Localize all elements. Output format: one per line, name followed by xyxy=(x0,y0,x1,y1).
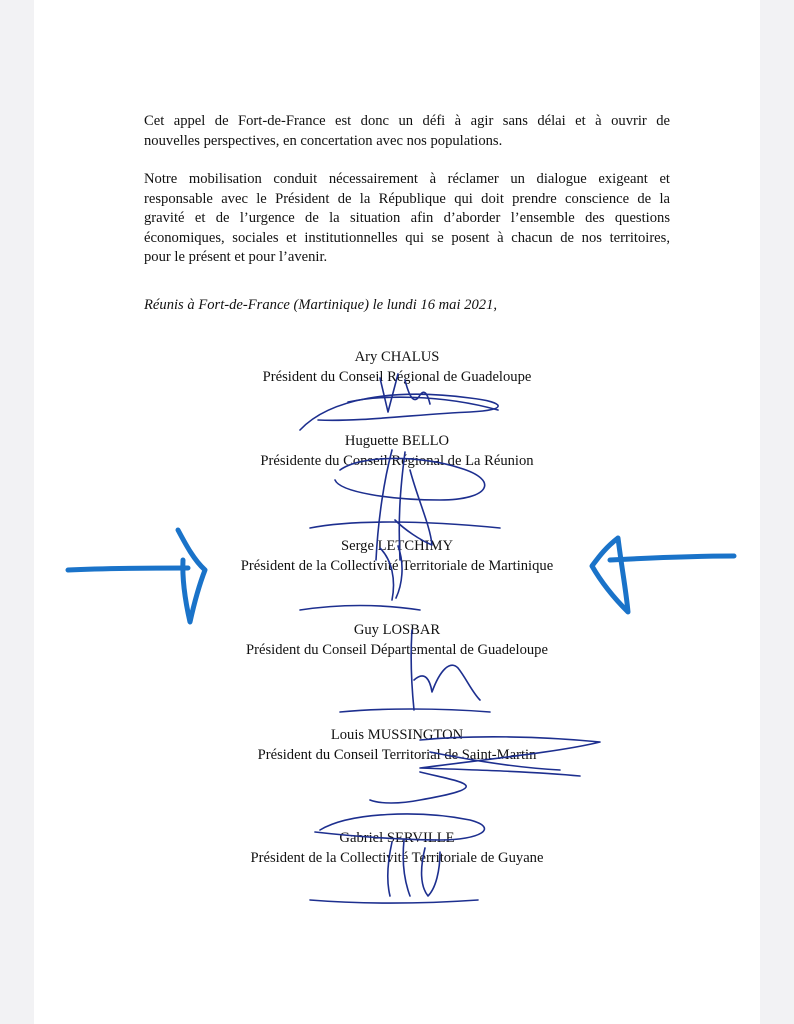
paragraph-line: économiques, sociales et institutionnelles qui se posent à chacun de nos territoires, xyxy=(144,229,670,246)
signatory-title: Président de la Collectivité Territoriale de Guyane xyxy=(250,849,544,866)
signatory-name: Huguette BELLO xyxy=(344,433,450,449)
paragraph-line: nouvelles perspectives, en concertation avec nos populations. xyxy=(144,132,503,149)
paragraph-line: responsable avec le Président de la République qui doit prendre conscience de la xyxy=(144,190,670,207)
paragraph-2 xyxy=(144,170,670,268)
signatory-name: Ary CHALUS xyxy=(354,349,440,365)
signatory-block xyxy=(34,348,760,387)
signatory-title: Président du Conseil Territorial de Saint-Martin xyxy=(257,746,537,763)
signatory-title: Président du Conseil Départemental de Guadeloupe xyxy=(246,641,548,658)
signatory-name: Louis MUSSINGTON xyxy=(330,727,464,743)
paragraph-line: pour le présent et pour l’avenir. xyxy=(144,249,328,265)
signatory-name: Gabriel SERVILLE xyxy=(339,830,455,846)
signatory-title: Président de la Collectivité Territoriale de Martinique xyxy=(240,557,554,574)
signatory-title: Président du Conseil Régional de Guadeloupe xyxy=(262,368,532,385)
signatory-block xyxy=(34,726,760,765)
signatory-name: Serge LETCHIMY xyxy=(340,538,453,554)
paragraph-line: Cet appel de Fort-de-France est donc un défi à agir sans délai et à ouvrir de xyxy=(144,113,670,129)
meeting-line: Réunis à Fort-de-France (Martinique) le lundi 16 mai 2021, xyxy=(144,297,498,313)
signatory-title: Présidente du Conseil Régional de La Réunion xyxy=(260,452,534,469)
paragraph-1 xyxy=(144,112,670,151)
signatory-block xyxy=(34,621,760,660)
signatory-block xyxy=(34,537,760,576)
document-page xyxy=(34,0,760,1024)
signatory-block xyxy=(34,432,760,471)
signatory-block xyxy=(34,829,760,868)
paragraph-line: gravité et de l’urgence de la situation afin d’aborder l’ensemble des questions xyxy=(144,210,670,226)
signatory-name: Guy LOSBAR xyxy=(353,622,441,638)
paragraph-line: Notre mobilisation conduit nécessairement à réclamer un dialogue exigeant et xyxy=(144,171,670,187)
